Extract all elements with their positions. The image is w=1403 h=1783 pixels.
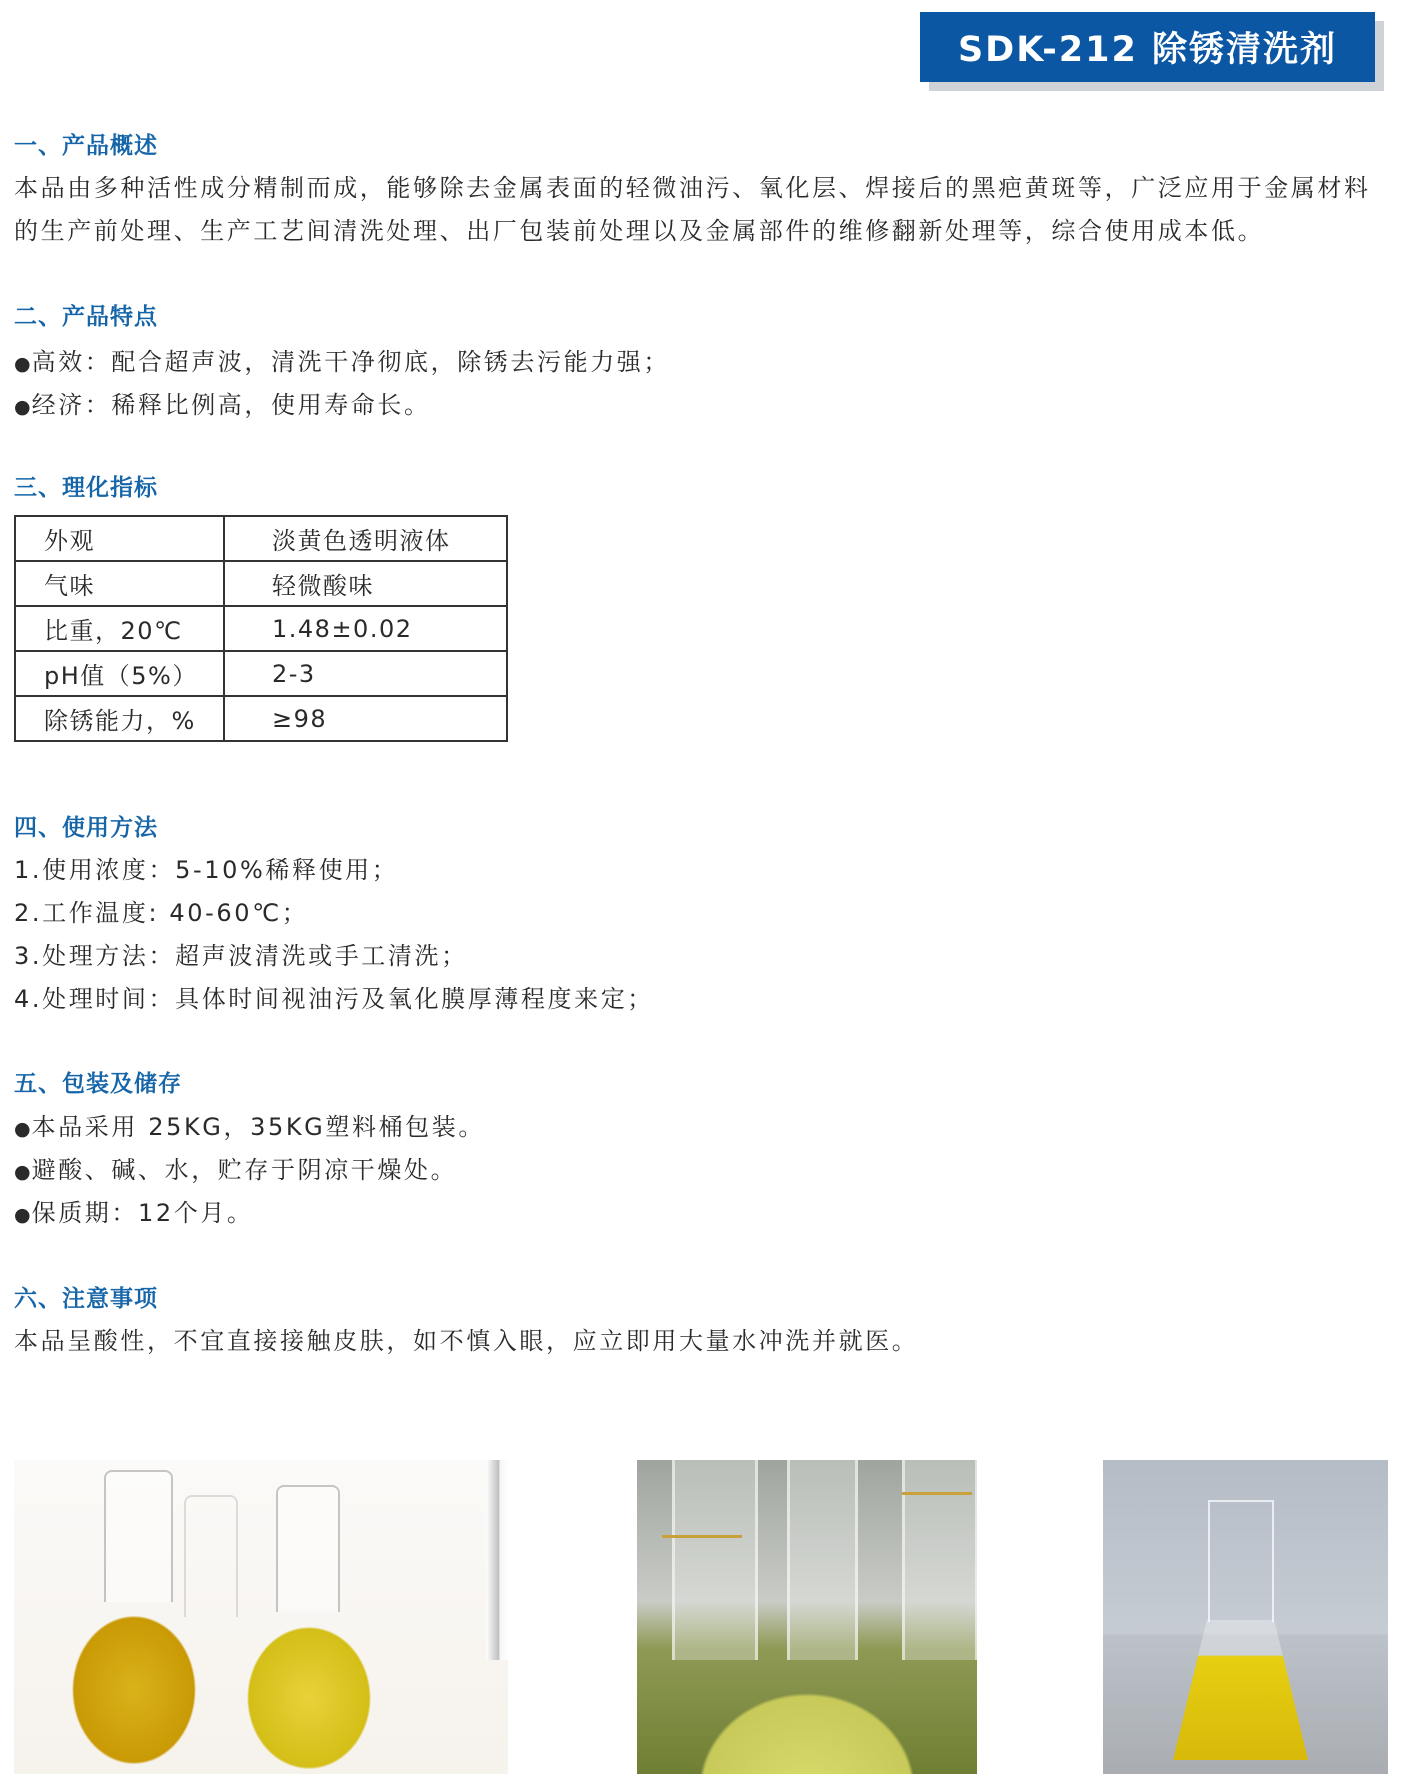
flask-neck <box>787 1460 858 1660</box>
feature-item-2: ● 经济：稀释比例高，使用寿命长。 <box>14 389 431 423</box>
photo-edge-artifact <box>486 1460 508 1660</box>
usage-item-3: 3.处理方法：超声波清洗或手工清洗； <box>14 942 468 970</box>
spec-key: 除锈能力，% <box>15 696 224 741</box>
spec-value: ≥98 <box>224 696 507 741</box>
flask-neck <box>902 1460 977 1660</box>
product-title: SDK-212 除锈清洗剂 <box>957 30 1338 70</box>
product-photo-round-flasks <box>14 1460 508 1774</box>
packaging-item-3: ● 保质期：12个月。 <box>14 1197 254 1231</box>
product-photo-conical-flask <box>1103 1460 1388 1774</box>
flask-body <box>1173 1620 1308 1760</box>
flask-neck <box>672 1460 758 1660</box>
usage-item-1: 1.使用浓度：5-10%稀释使用； <box>14 856 399 884</box>
heading-precautions: 六、注意事项 <box>14 1286 158 1312</box>
table-row <box>15 516 507 561</box>
overview-line-1: 本品由多种活性成分精制而成，能够除去金属表面的轻微油污、氧化层、焊接后的黑疤黄斑等，广泛应用于金属材料 <box>14 174 1371 202</box>
heading-overview: 一、产品概述 <box>14 133 158 159</box>
spec-key: 比重，20℃ <box>15 606 224 651</box>
heading-usage: 四、使用方法 <box>14 815 158 841</box>
graduation-mark <box>902 1492 972 1495</box>
usage-item-4: 4.处理时间：具体时间视油污及氧化膜厚薄程度来定； <box>14 985 654 1013</box>
spec-value: 轻微酸味 <box>224 561 507 606</box>
table-row <box>15 561 507 606</box>
overview-line-2: 的生产前处理、生产工艺间清洗处理、出厂包装前处理以及金属部件的维修翻新处理等，综合使用成本低。 <box>14 217 1265 245</box>
specs-table <box>14 515 508 742</box>
packaging-item-2: ● 避酸、碱、水，贮存于阴凉干燥处。 <box>14 1154 457 1188</box>
flask-neck <box>104 1470 173 1602</box>
spec-key: 气味 <box>15 561 224 606</box>
feature-item-1: ● 高效：配合超声波，清洗干净彻底，除锈去污能力强； <box>14 346 670 380</box>
spec-key: pH值（5%） <box>15 651 224 696</box>
product-title-banner <box>920 12 1375 82</box>
table-row <box>15 696 507 741</box>
graduation-mark <box>662 1535 742 1538</box>
heading-features: 二、产品特点 <box>14 304 158 330</box>
spec-value: 2-3 <box>224 651 507 696</box>
product-photo-volumetric-flasks <box>637 1460 977 1774</box>
precautions-text: 本品呈酸性，不宜直接接触皮肤，如不慎入眼，应立即用大量水冲洗并就医。 <box>14 1327 919 1355</box>
spec-value: 1.48±0.02 <box>224 606 507 651</box>
spec-key: 外观 <box>15 516 224 561</box>
spec-value: 淡黄色透明液体 <box>224 516 507 561</box>
flask-neck <box>276 1485 340 1612</box>
packaging-item-1: ● 本品采用 25KG，35KG塑料桶包装。 <box>14 1111 485 1145</box>
flask-neck <box>1208 1500 1274 1622</box>
flask-neck <box>184 1495 238 1617</box>
usage-item-2: 2.工作温度: 40-60℃； <box>14 899 309 927</box>
heading-specs: 三、理化指标 <box>14 475 158 501</box>
table-row <box>15 606 507 651</box>
heading-packaging: 五、包装及储存 <box>14 1071 182 1097</box>
table-row <box>15 651 507 696</box>
